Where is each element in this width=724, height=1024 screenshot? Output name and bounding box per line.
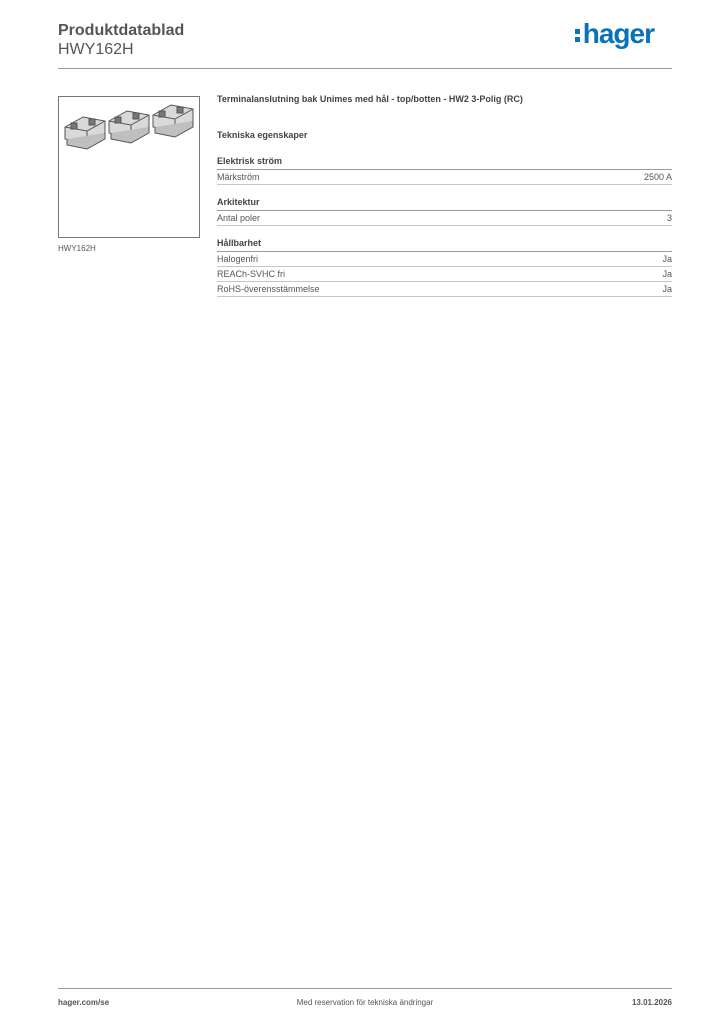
spec-value: 2500 A [643,172,672,182]
hager-logo [575,18,654,50]
group-title: Hållbarhet [217,238,672,252]
spec-row [217,282,672,297]
footer-divider [58,988,672,989]
product-code: HWY162H [58,41,134,58]
spec-label: Halogenfri [217,254,259,264]
document-title: Produktdatablad [58,22,185,39]
product-image [58,96,200,238]
header-divider [58,68,672,69]
page-header [58,20,672,70]
spec-label: Antal poler [217,213,261,223]
group-title: Arkitektur [217,197,672,211]
spec-group-sustainability [217,238,672,297]
spec-group-architecture [217,197,672,226]
spec-row [217,211,672,226]
spec-value: Ja [662,254,672,264]
spec-row [217,252,672,267]
logo-dots-icon [575,26,580,45]
spec-group-electrical [217,156,672,185]
section-title: Tekniska egenskaper [217,130,308,140]
spec-label: RoHS-överensstämmelse [217,284,320,294]
footer-website: hager.com/se [58,998,110,1007]
logo-text: hager [582,18,654,49]
spec-label: Märkström [217,172,260,182]
product-details [217,94,672,297]
terminal-connector-illustration-icon [59,97,199,237]
spec-row [217,170,672,185]
spec-row [217,267,672,282]
spec-value: Ja [662,284,672,294]
product-title: Terminalanslutning bak Unimes med hål - top/botten - HW2 3-Polig (RC) [217,94,523,104]
spec-value: 3 [666,213,672,223]
group-title: Elektrisk ström [217,156,672,170]
image-caption: HWY162H [58,244,96,253]
spec-label: REACh-SVHC fri [217,269,286,279]
footer-note: Med reservation för tekniska ändringar [296,998,434,1007]
spec-value: Ja [662,269,672,279]
footer-date: 13.01.2026 [631,998,672,1007]
